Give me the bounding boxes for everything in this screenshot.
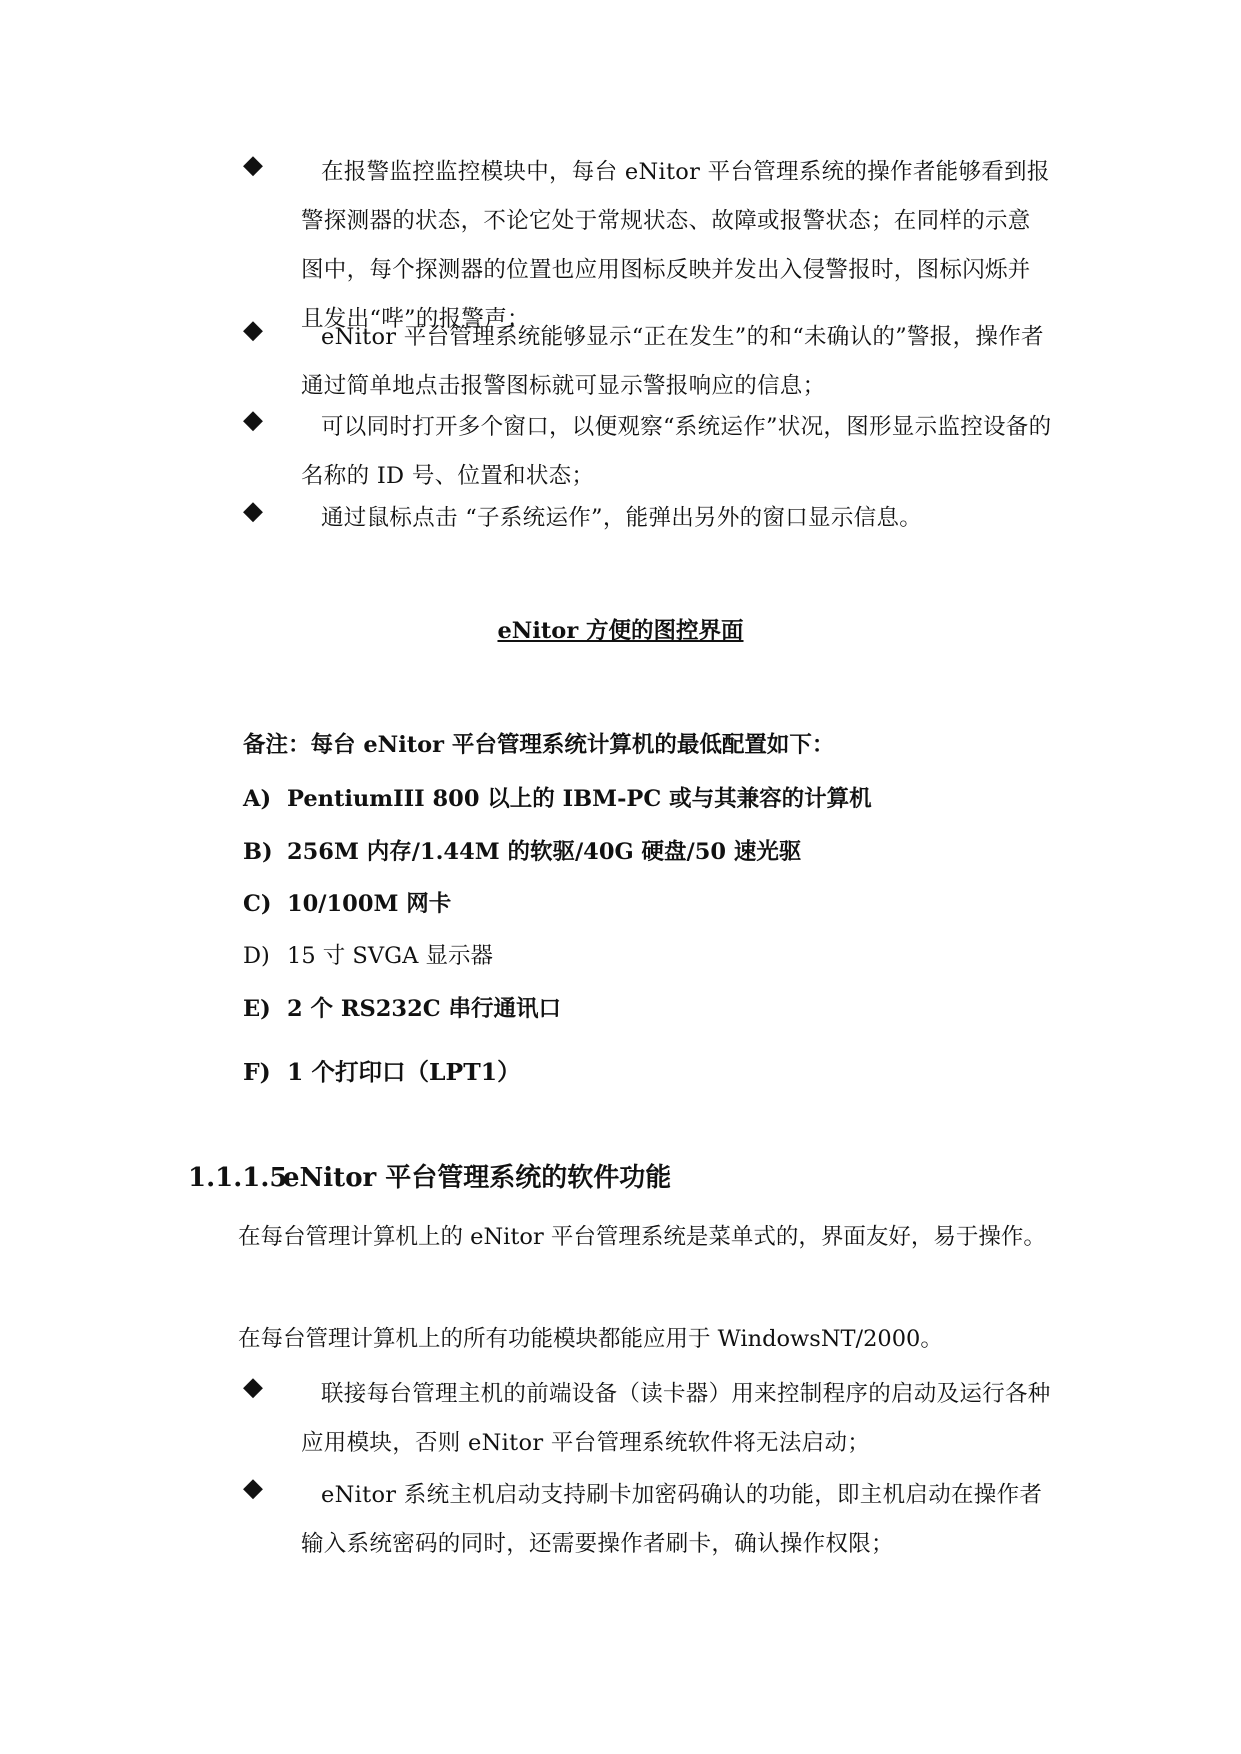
config-item-text: 256M 内存/1.44M 的软驱/40G 硬盘/50 速光驱 [287,839,802,865]
config-item [243,938,493,970]
config-item-text: 1 个打印口（LPT1） [287,1058,521,1086]
bullet-text: eNitor 系统主机启动支持刷卡加密码确认的功能，即主机启动在操作者输入系统密码的同时，还需要操作者刷卡，确认操作权限； [301,1482,1043,1557]
bullet-text: 可以同时打开多个窗口，以便观察“系统运作”状况，图形显示监控设备的名称的 ID 号、位置和状态； [301,414,1052,489]
config-item-text: PentiumIII 800 以上的 IBM-PC 或与其兼容的计算机 [287,786,872,812]
config-item-letter: B) [243,839,273,865]
note-title: 备注：每台 eNitor 平台管理系统计算机的最低配置如下： [243,732,835,758]
config-item [243,991,561,1023]
bullet-text: 联接每台管理主机的前端设备（读卡器）用来控制程序的启动及运行各种应用模块，否则 eNitor 平台管理系统软件将无法启动； [301,1381,1051,1456]
config-item-text: 10/100M 网卡 [287,891,452,917]
config-item [243,1053,521,1087]
diamond-bullet-icon: ◆ [243,1372,263,1402]
config-item [243,781,872,813]
bullet-text: 通过鼠标点击 “子系统运作”，能弹出另外的窗口显示信息。 [321,505,923,531]
section-heading [188,1157,671,1194]
config-item-letter: E) [243,996,271,1022]
diamond-bullet-icon: ◆ [243,405,263,435]
diamond-bullet-icon: ◆ [243,315,263,345]
diamond-bullet-icon: ◆ [243,1473,263,1503]
config-item-letter: F) [243,1058,271,1086]
config-item-text: 15 寸 SVGA 显示器 [287,943,493,969]
diamond-bullet-icon: ◆ [243,496,263,526]
bullet-text: eNitor 平台管理系统能够显示“正在发生”的和“未确认的”警报，操作者通过简单地点击报警图标就可显示警报响应的信息； [301,324,1044,399]
bullet-text: 在报警监控监控模块中，每台 eNitor 平台管理系统的操作者能够看到报警探测器的状态，不论它处于常规状态、故障或报警状态；在同样的示意图中，每个探测器的位置也应用图标反映并发出入侵警报时，图标闪烁并且发出“哔”的报警声； [301,159,1050,332]
bullet-item [243,494,1053,543]
body-paragraph: 在每台管理计算机上的 eNitor 平台管理系统是菜单式的，界面友好，易于操作。 [238,1224,1046,1250]
bullet-item [243,1471,1053,1569]
config-item-letter: A) [243,786,272,812]
config-item-letter: D) [243,943,270,969]
section-number: 1.1.1.5 [188,1163,288,1193]
section-title: eNitor 平台管理系统的软件功能 [283,1163,672,1193]
bullet-item [243,403,1053,501]
config-item-text: 2 个 RS232C 串行通讯口 [287,996,561,1022]
figure-caption: eNitor 方便的图控界面 [497,618,744,644]
bullet-item [243,1370,1053,1468]
body-paragraph: 在每台管理计算机上的所有功能模块都能应用于 WindowsNT/2000。 [238,1326,943,1352]
config-item [243,834,801,866]
config-item [243,886,451,918]
diamond-bullet-icon: ◆ [243,150,263,180]
bullet-item [243,313,1053,411]
config-item-letter: C) [243,891,272,917]
